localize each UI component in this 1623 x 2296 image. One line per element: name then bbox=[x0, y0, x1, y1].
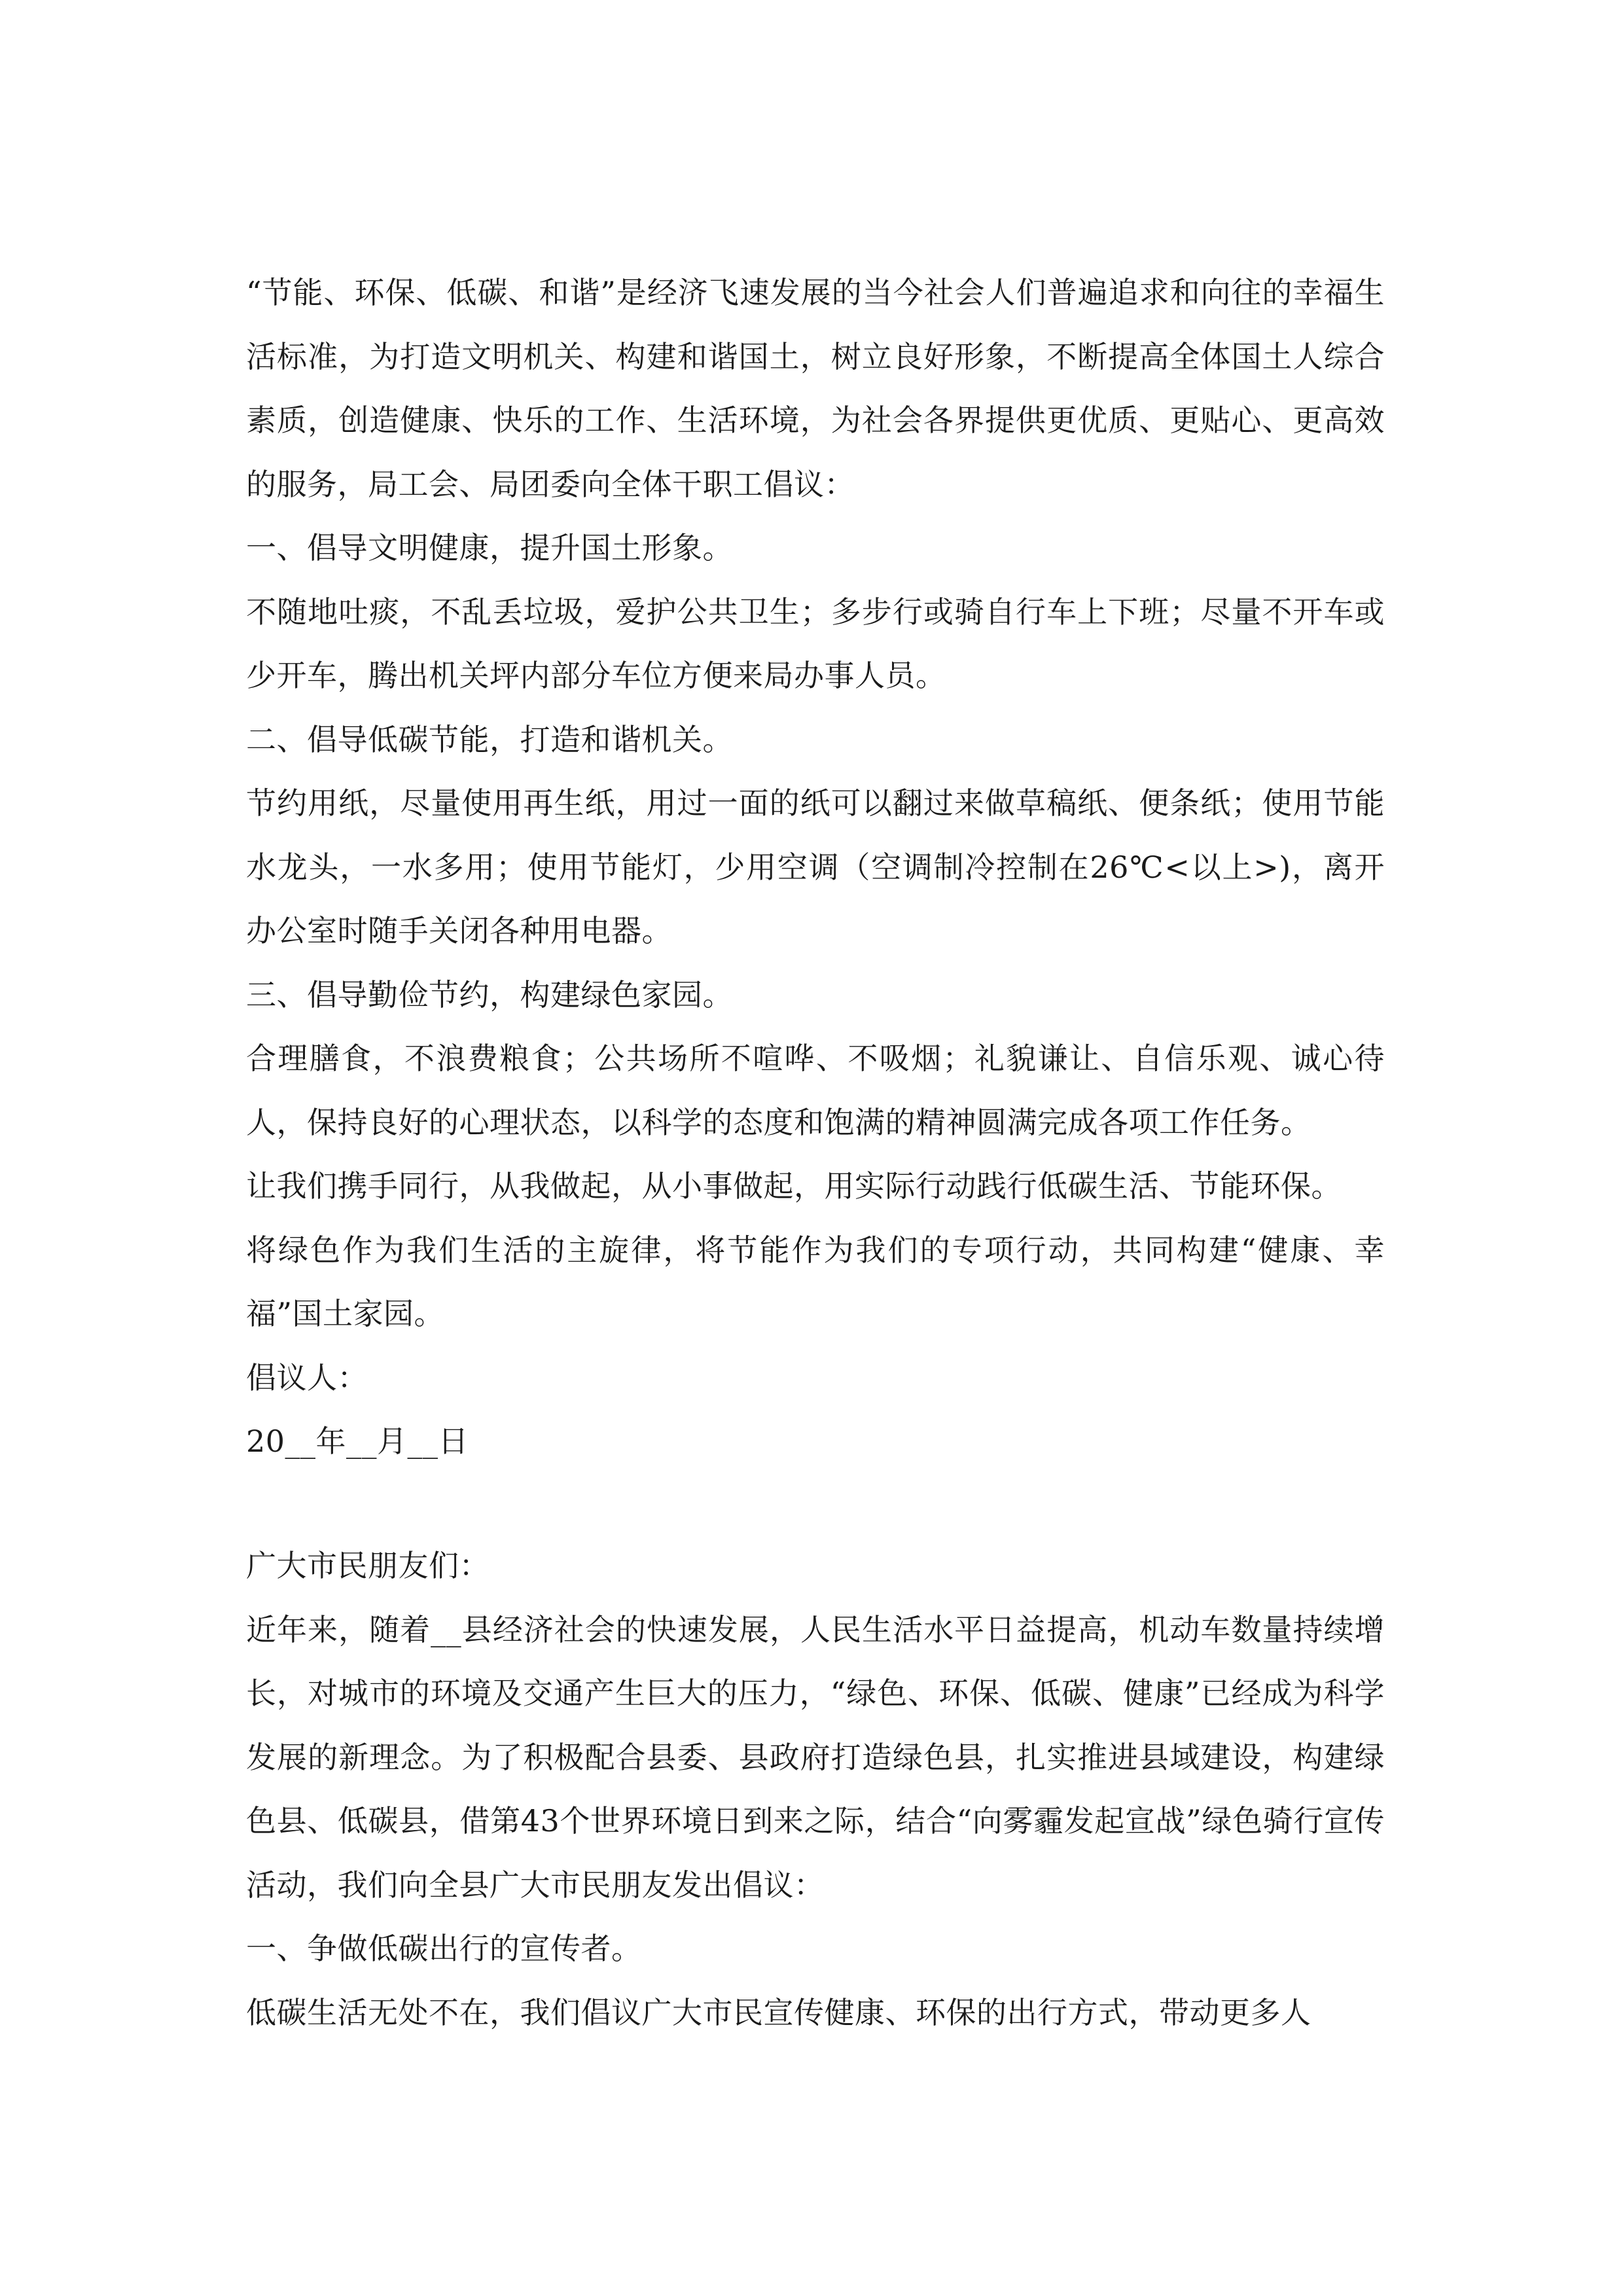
section-1-body: 不随地吐痰，不乱丢垃圾，爱护公共卫生；多步行或骑自行车上下班；尽量不开车或少开车，腾出机关坪内部分车位方便来局办事人员。 bbox=[246, 594, 1385, 693]
closing-paragraph-2: 将绿色作为我们生活的主旋律，将节能作为我们的专项行动，共同构建“健康、幸福”国土家园。 bbox=[246, 1232, 1385, 1331]
section-2-body: 节约用纸，尽量使用再生纸，用过一面的纸可以翻过来做草稿纸、便条纸；使用节能水龙头，一水多用；使用节能灯，少用空调（空调制冷控制在26℃<以上>)，离开办公室时随手关闭各种用电器。 bbox=[246, 785, 1385, 948]
proposal-one-intro: “节能、环保、低碳、和谐”是经济飞速发展的当今社会人们普遍追求和向往的幸福生活标准，为打造文明机关、构建和谐国土，树立良好形象，不断提高全体国土人综合素质，创造健康、快乐的工作、生活环境，为社会各界提供更优质、更贴心、更高效的服务，局工会、局团委向全体干职工倡议： bbox=[246, 275, 1385, 502]
section-2-heading: 二、倡导低碳节能，打造和谐机关。 bbox=[246, 721, 733, 757]
section-1-heading: 一、倡导文明健康，提升国土形象。 bbox=[246, 530, 733, 565]
section-3-heading: 三、倡导勤俭节约，构建绿色家园。 bbox=[246, 977, 733, 1013]
signatory-label: 倡议人： bbox=[246, 1359, 368, 1395]
proposal-two-section-1-heading: 一、争做低碳出行的宣传者。 bbox=[246, 1931, 642, 1966]
date-line: 20__年__月__日 bbox=[246, 1424, 469, 1459]
proposal-two bbox=[246, 1534, 1385, 2045]
closing-paragraph-1: 让我们携手同行，从我做起，从小事做起，用实际行动践行低碳生活、节能环保。 bbox=[246, 1168, 1342, 1204]
greeting: 广大市民朋友们： bbox=[246, 1548, 490, 1583]
section-3-body: 合理膳食，不浪费粮食；公共场所不喧哗、不吸烟；礼貌谦让、自信乐观、诚心待人，保持良好的心理状态，以科学的态度和饱满的精神圆满完成各项工作任务。 bbox=[246, 1041, 1385, 1140]
proposal-two-intro: 近年来，随着__县经济社会的快速发展，人民生活水平日益提高，机动车数量持续增长，对城市的环境及交通产生巨大的压力，“绿色、环保、低碳、健康”已经成为科学发展的新理念。为了积极配合县委、县政府打造绿色县，扎实推进县域建设，构建绿色县、低碳县，借第43个世界环境日到来之际，结合“向雾霾发起宣战”绿色骑行宣传活动，我们向全县广大市民朋友发出倡议： bbox=[246, 1611, 1385, 1903]
proposal-two-section-1-body: 低碳生活无处不在，我们倡议广大市民宣传健康、环保的出行方式，带动更多人 bbox=[246, 1994, 1311, 2030]
proposal-one bbox=[246, 261, 1385, 1474]
